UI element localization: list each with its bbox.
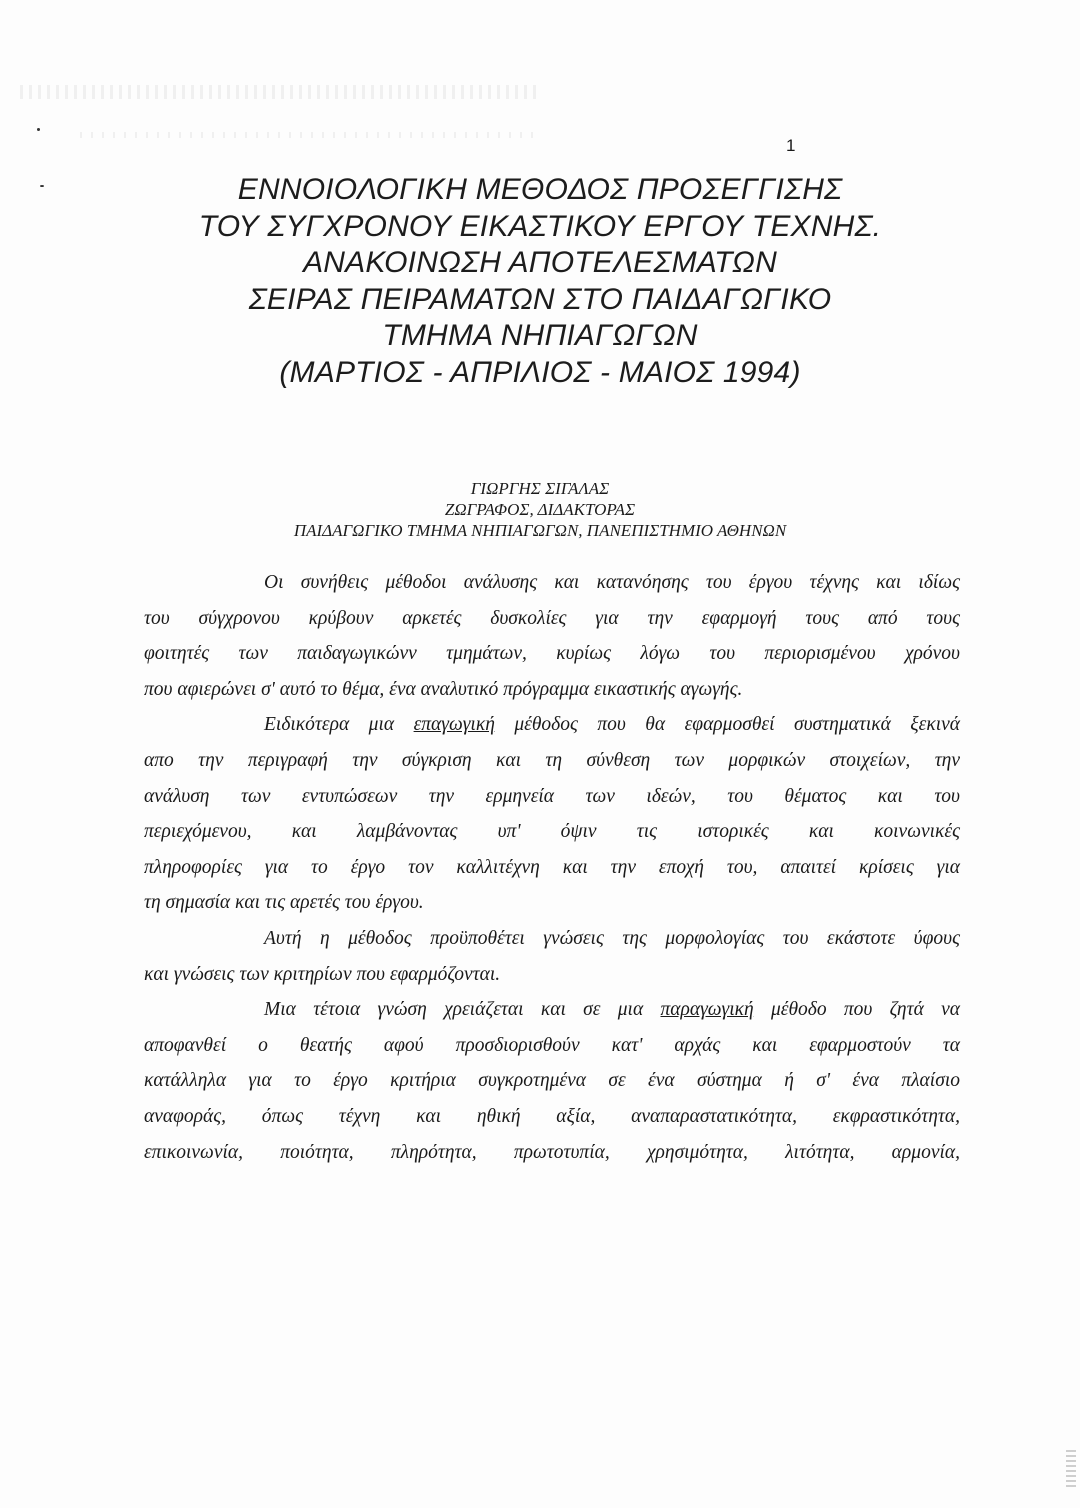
author-affiliation: ΠΑΙΔΑΓΩΓΙΚΟ ΤΜΗΜΑ ΝΗΠΙΑΓΩΓΩΝ, ΠΑΝΕΠΙΣΤΗΜΙΟ ΑΘΗΝΩΝ [293,521,787,540]
title-line: ΑΝΑΚΟΙΝΩΣΗ ΑΠΟΤΕΛΕΣΜΑΤΩΝ [303,246,777,279]
document-body [144,565,960,1170]
text-line: περιεχόμενου, και λαμβάνοντας υπ' όψιν τις ιστορικές και κοινωνικές [144,821,960,843]
document-title [130,172,950,391]
title-line: ΕΝΝΟΙΟΛΟΓΙΚΗ ΜΕΘΟΔΟΣ ΠΡΟΣΕΓΓΙΣΗΣ [237,173,843,206]
scan-speck [40,185,44,187]
text-line: Αυτή η μέθοδος προϋποθέτει γνώσεις της μορφολογίας του εκάστοτε ύφους [264,927,960,949]
text-line: Οι συνήθεις μέθοδοι ανάλυσης και κατανόησης του έργου τέχνης και ιδίως [264,572,960,593]
text-line: και γνώσεις των κριτηρίων που εφαρμόζονται. [144,963,501,985]
text-line: αποφανθεί ο θεατής αφού προσδιορισθούν κατ' αρχάς και εφαρμοστούν τα [144,1034,960,1056]
scan-artifact [1066,1450,1076,1490]
text-segment: Ειδικότερα μια [264,714,395,736]
text-line [144,707,960,743]
text-line: επικοινωνία, ποιότητα, πληρότητα, πρωτοτυπία, χρησιμότητα, λιτότητα, αρμονία, [144,1141,960,1163]
author-block [130,478,950,541]
underlined-term: επαγωγική [413,714,495,736]
text-line: τη σημασία και τις αρετές του έργου. [144,892,424,914]
author-role: ΖΩΓΡΑΦΟΣ, ΔΙΔΑΚΤΟΡΑΣ [444,500,636,519]
scan-artifact [80,132,540,138]
text-line: απο την περιγραφή την σύγκριση και τη σύνθεση των μορφικών στοιχείων, την [144,749,960,771]
scan-speck [37,128,40,131]
text-segment: μέθοδο που ζητά να [770,999,960,1021]
text-line: κατάλληλα για το έργο κριτήρια συγκροτημένα σε ένα σύστημα ή σ' ένα πλαίσιο [144,1070,960,1092]
paragraph [144,992,960,1170]
title-line: (ΜΑΡΤΙΟΣ - ΑΠΡΙΛΙΟΣ - ΜΑΙΟΣ 1994) [279,355,801,389]
title-line: ΤΜΗΜΑ ΝΗΠΙΑΓΩΓΩΝ [382,319,698,352]
paragraph [144,707,960,921]
scan-artifact [20,85,540,99]
text-line: φοιτητές των παιδαγωγικώνν τμημάτων, κυρίως λόγω του περιορισμένου χρόνου [144,643,960,665]
paragraph [144,565,960,707]
title-line: ΣΕΙΡΑΣ ΠΕΙΡΑΜΑΤΩΝ ΣΤΟ ΠΑΙΔΑΓΩΓΙΚΟ [248,282,832,316]
text-line: αναφοράς, όπως τέχνη και ηθική αξία, αναπαραστατικότητα, εκφραστικότητα, [144,1105,960,1127]
title-line: ΤΟΥ ΣΥΓΧΡΟΝΟΥ ΕΙΚΑΣΤΙΚΟΥ ΕΡΓΟΥ ΤΕΧΝΗΣ. [198,209,882,243]
author-name: ΓΙΩΡΓΗΣ ΣΙΓΑΛΑΣ [470,479,610,498]
underlined-term: παραγωγική [660,999,754,1021]
paragraph [144,921,960,992]
text-segment: Μια τέτοια γνώση χρειάζεται και σε μια [264,999,644,1021]
text-line [144,992,960,1028]
text-line: που αφιερώνει σ' αυτό το θέμα, ένα αναλυτικό πρόγραμμα εικαστικής αγωγής. [144,678,743,700]
text-line: ανάλυση των εντυπώσεων την ερμηνεία των ιδεών, του θέματος και του [144,785,960,807]
text-segment: μέθοδος που θα εφαρμοσθεί συστηματικά ξεκινά [514,714,961,736]
text-line: του σύγχρονου κρύβουν αρκετές δυσκολίες για την εφαρμογή τους από τους [144,607,960,629]
page-number: 1 [786,136,796,155]
text-line: πληροφορίες για το έργο τον καλλιτέχνη και την εποχή του, απαιτεί κρίσεις για [144,856,960,878]
